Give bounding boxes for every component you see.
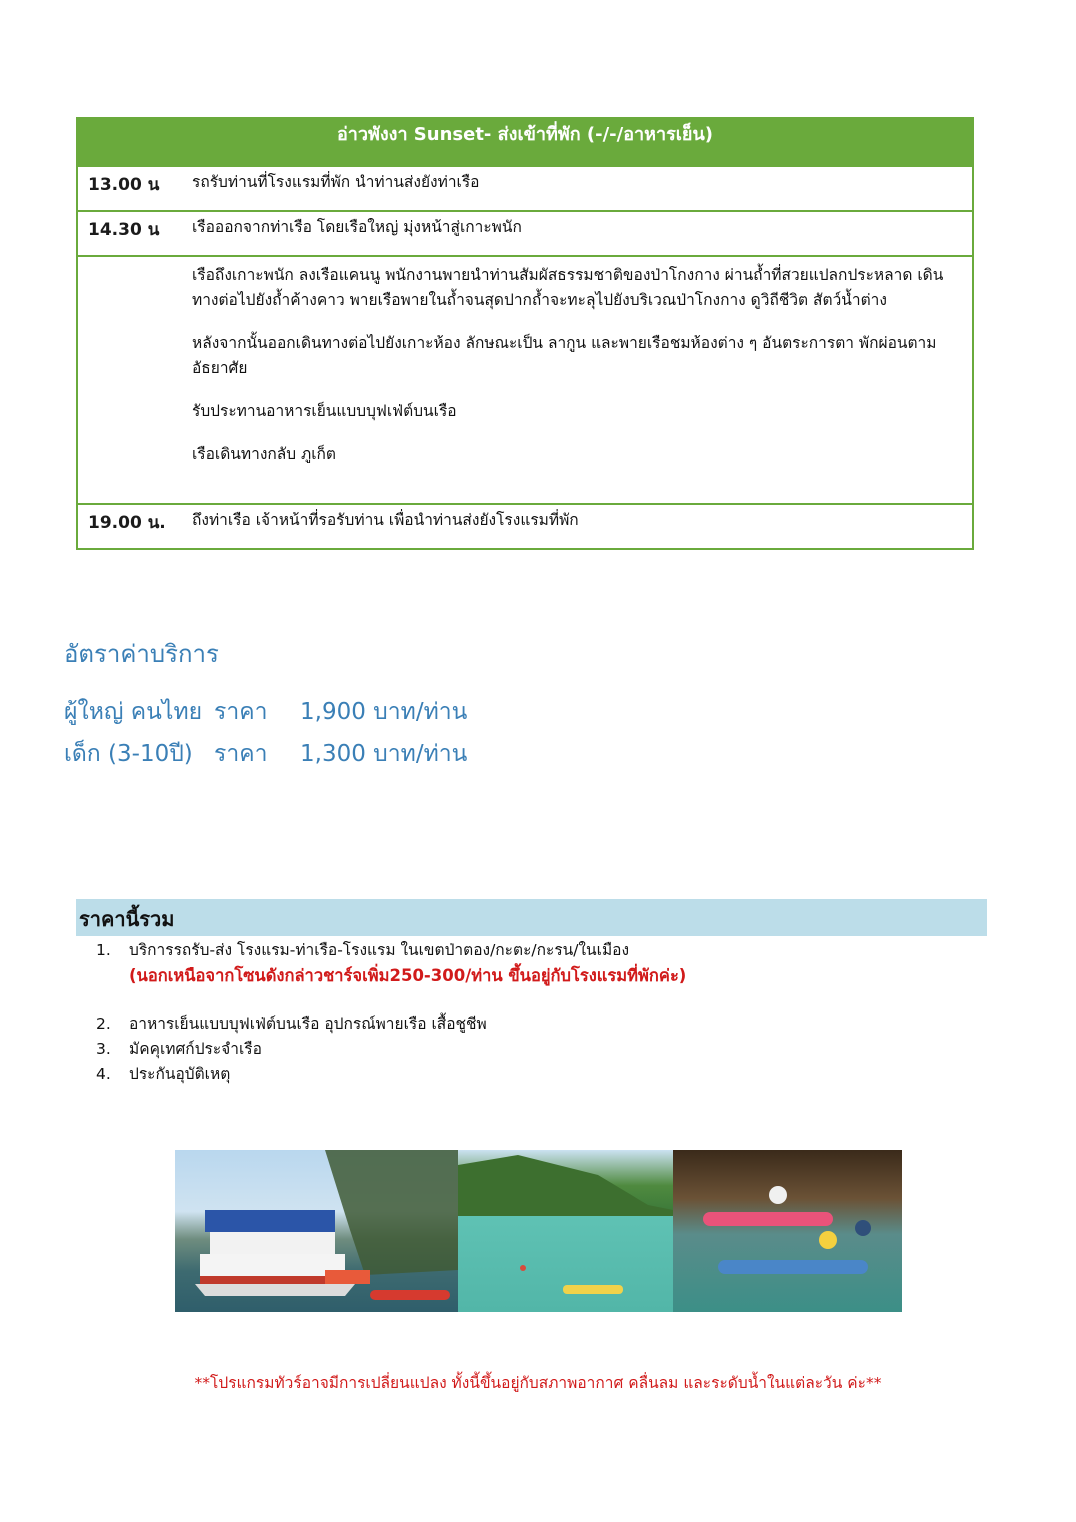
list-note: (นอกเหนือจากโซนดังกล่าวชาร์จเพิ่ม250-300/ท่าน ขึ้นอยู่กับโรงแรมที่พักค่ะ): [129, 966, 687, 985]
footer-note: **โปรแกรมทัวร์อาจมีการเปลี่ยนแปลง ทั้งนี้ขึ้นอยู่กับสภาพอากาศ คลื่นลม และระดับน้ำในแต่ละวัน ค่ะ**: [194, 1374, 882, 1392]
list-number: 4.: [96, 1065, 111, 1083]
includes-title: ราคานี้รวม: [79, 907, 175, 931]
itinerary-row: [78, 503, 972, 548]
rate-who: เด็ก (3-10ปี): [64, 741, 193, 767]
itinerary-detail: [192, 212, 972, 255]
list-spacer: [96, 988, 976, 1012]
rates-title: อัตราค่าบริการ: [64, 640, 219, 668]
itinerary-text: เรือออกจากท่าเรือ โดยเรือใหญ่ มุ่งหน้าสู่เกาะพนัก: [192, 218, 522, 236]
itinerary-detail: [192, 505, 972, 548]
itinerary-text: เรือถึงเกาะพนัก ลงเรือแคนนู พนักงานพายนำท่านสัมผัสธรรมชาติของป่าโกงกาง ผ่านถ้ำที่สวยแปลกประหลาด เดินทางต่อไปยังถ้ำค้างคาว พายเรือพายในถ้ำจนสุดปากถ้ำจะทะลุไปยังบริเวณป่าโกงกาง ดูวิถีชีวิต สัตว์น้ำต่าง: [192, 266, 944, 309]
itinerary-header: อ่าวพังงา Sunset- ส่งเข้าที่พัก (-/-/อาหารเย็น): [78, 119, 972, 165]
includes-list: [96, 938, 976, 1087]
tour-boat-photo: [175, 1150, 458, 1312]
list-item: [96, 1062, 976, 1087]
rate-who: ผู้ใหญ่ คนไทย: [64, 699, 203, 725]
itinerary-table: [76, 117, 974, 550]
list-item: [96, 1037, 976, 1062]
itinerary-detail: [192, 167, 972, 210]
itinerary-row: [78, 210, 972, 255]
list-text: ประกันอุบัติเหตุ: [129, 1065, 231, 1083]
itinerary-text: ถึงท่าเรือ เจ้าหน้าที่รอรับท่าน เพื่อนำท่านส่งยังโรงแรมที่พัก: [192, 511, 579, 529]
itinerary-text: หลังจากนั้นออกเดินทางต่อไปยังเกาะห้อง ลักษณะเป็น ลากูน และพายเรือชมห้องต่าง ๆ อันตระการตา พักผ่อนตามอัธยาศัย: [192, 334, 937, 377]
sea-kayak-photo: [673, 1150, 902, 1312]
lagoon-photo: [458, 1150, 673, 1312]
itinerary-row: [78, 255, 972, 503]
itinerary-text: เรือเดินทางกลับ ภูเก็ต: [192, 445, 336, 463]
list-text: บริการรถรับ-ส่ง โรงแรม-ท่าเรือ-โรงแรม ในเขตป่าตอง/กะตะ/กะรน/ในเมือง: [129, 941, 630, 959]
rate-price: 1,300 บาท/ท่าน: [300, 741, 468, 767]
rate-label: ราคา: [214, 699, 268, 725]
list-item: [96, 938, 976, 988]
includes-header-bar: [76, 899, 987, 936]
itinerary-time: 13.00 น: [88, 175, 160, 195]
itinerary-time: 19.00 น.: [88, 513, 166, 533]
list-text: มัคคุเทศก์ประจำเรือ: [129, 1040, 262, 1058]
itinerary-text: รถรับท่านที่โรงแรมที่พัก นำท่านส่งยังท่าเรือ: [192, 173, 480, 191]
list-text: อาหารเย็นแบบบุฟเฟ่ต์บนเรือ อุปกรณ์พายเรือ เสื้อชูชีพ: [129, 1015, 487, 1033]
list-number: 3.: [96, 1040, 111, 1058]
list-number: 2.: [96, 1015, 111, 1033]
itinerary-time: 14.30 น: [88, 220, 160, 240]
rate-label: ราคา: [214, 741, 268, 767]
rate-line-adult: [64, 694, 467, 730]
list-number: 1.: [96, 941, 111, 959]
rate-price: 1,900 บาท/ท่าน: [300, 699, 468, 725]
itinerary-time: [78, 260, 192, 503]
itinerary-detail: [192, 260, 972, 503]
list-item: [96, 1012, 976, 1037]
itinerary-row: [78, 165, 972, 210]
rate-line-child: [64, 736, 467, 772]
photo-strip: [175, 1150, 902, 1312]
itinerary-text: รับประทานอาหารเย็นแบบบุฟเฟ่ต์บนเรือ: [192, 402, 457, 420]
